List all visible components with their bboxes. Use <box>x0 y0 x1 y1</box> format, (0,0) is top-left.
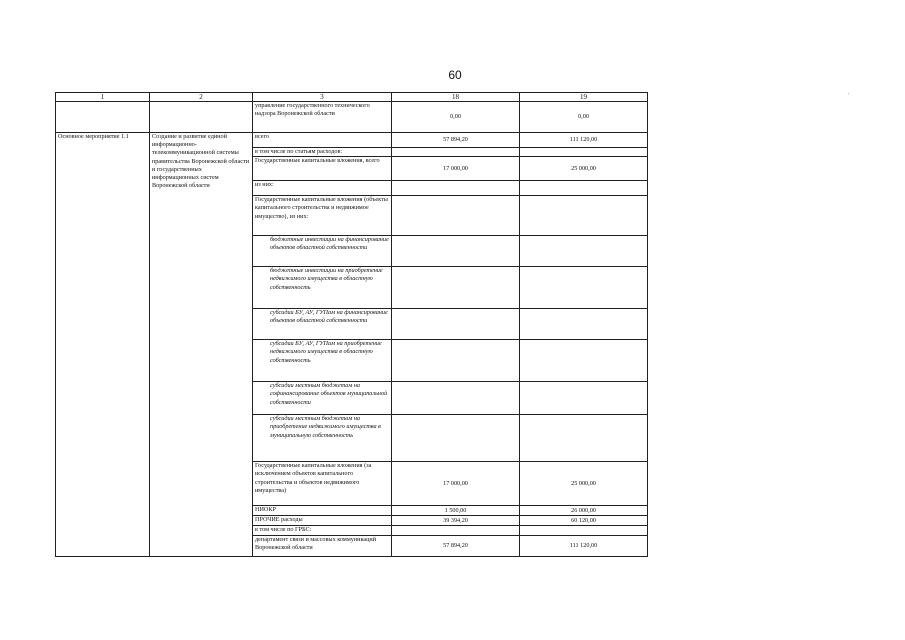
value-col-18: 57 894,20 <box>392 536 520 557</box>
row-label: Государственные капитальные вложения, всего <box>253 157 392 181</box>
row-label: Государственные капитальные вложения (объекты капитального строительства и недвижимое имущество), из них: <box>253 196 392 236</box>
value-col-19: 26 000,00 <box>520 506 648 516</box>
empty-cell <box>150 102 253 133</box>
row-label: в том числе по статьям расходов: <box>253 148 392 157</box>
value-col-19: 25 000,00 <box>520 157 648 181</box>
value-col-18 <box>392 415 520 462</box>
table-row <box>56 102 648 133</box>
value-col-19 <box>520 181 648 196</box>
value-col-19 <box>520 526 648 536</box>
value-col-18 <box>392 181 520 196</box>
value-col-19 <box>520 415 648 462</box>
budget-table <box>55 92 648 557</box>
table-row <box>56 133 648 148</box>
value-col-18: 17 000,00 <box>392 157 520 181</box>
row-label: субсидии БУ, АУ, ГУПам на финансирование объектов областной собственности <box>253 309 392 340</box>
column-header-1: 1 <box>56 93 150 102</box>
value-col-19: 111 120,00 <box>520 133 648 148</box>
row-label: субсидии местным бюджетам на софинансирование объектов муниципальной собственности <box>253 382 392 415</box>
value-col-18 <box>392 236 520 267</box>
row-label: бюджетные инвестиции на приобретение недвижимого имущества в областную собственность <box>253 267 392 309</box>
value-col-18: 0,00 <box>392 102 520 133</box>
margin-mark <box>848 93 849 94</box>
value-col-18: 17 000,00 <box>392 462 520 506</box>
empty-cell <box>56 102 150 133</box>
value-col-18 <box>392 309 520 340</box>
row-label: департамент связи и массовых коммуникаций Воронежской области <box>253 536 392 557</box>
measure-description: Создание и развитие единой информационно-телекоммуникационной системы правительства Воронежской области и государственных информационных систем Воронежской области <box>150 133 253 557</box>
row-label: управление государственного технического надзора Воронежской области <box>253 102 392 133</box>
value-col-19 <box>520 309 648 340</box>
value-col-19 <box>520 340 648 382</box>
row-label: из них: <box>253 181 392 196</box>
column-header-19: 19 <box>520 93 648 102</box>
value-col-18: 57 894,20 <box>392 133 520 148</box>
row-label: ПРОЧИЕ расходы <box>253 516 392 526</box>
value-col-18 <box>392 148 520 157</box>
value-col-18 <box>392 340 520 382</box>
value-col-19 <box>520 148 648 157</box>
column-header-18: 18 <box>392 93 520 102</box>
row-label: Государственные капитальные вложения (за исключением объектов капитального строительства и объектов недвижимого имущества) <box>253 462 392 506</box>
column-header-3: 3 <box>253 93 392 102</box>
value-col-18 <box>392 267 520 309</box>
value-col-18 <box>392 196 520 236</box>
value-col-19: 25 000,00 <box>520 462 648 506</box>
row-label: субсидии БУ, АУ, ГУПам на приобретение недвижимого имущества в областную собственность <box>253 340 392 382</box>
page-number: 60 <box>448 68 462 82</box>
value-col-18: 39 394,20 <box>392 516 520 526</box>
measure-name: Основное мероприятие 1.1 <box>56 133 150 557</box>
row-label: бюджетные инвестиции на финансирование объектов областной собственности <box>253 236 392 267</box>
value-col-19 <box>520 382 648 415</box>
table-header-row <box>56 93 648 102</box>
row-label: всего <box>253 133 392 148</box>
value-col-19: 0,00 <box>520 102 648 133</box>
row-label: в том числе по ГРБС: <box>253 526 392 536</box>
value-col-19: 60 120,00 <box>520 516 648 526</box>
value-col-19: 111 120,00 <box>520 536 648 557</box>
value-col-18: 1 500,00 <box>392 506 520 516</box>
value-col-19 <box>520 267 648 309</box>
value-col-18 <box>392 526 520 536</box>
row-label: субсидии местным бюджетам на приобретение недвижимого имущества в муниципальную собственность <box>253 415 392 462</box>
value-col-18 <box>392 382 520 415</box>
row-label: НИОКР <box>253 506 392 516</box>
value-col-19 <box>520 196 648 236</box>
column-header-2: 2 <box>150 93 253 102</box>
value-col-19 <box>520 236 648 267</box>
